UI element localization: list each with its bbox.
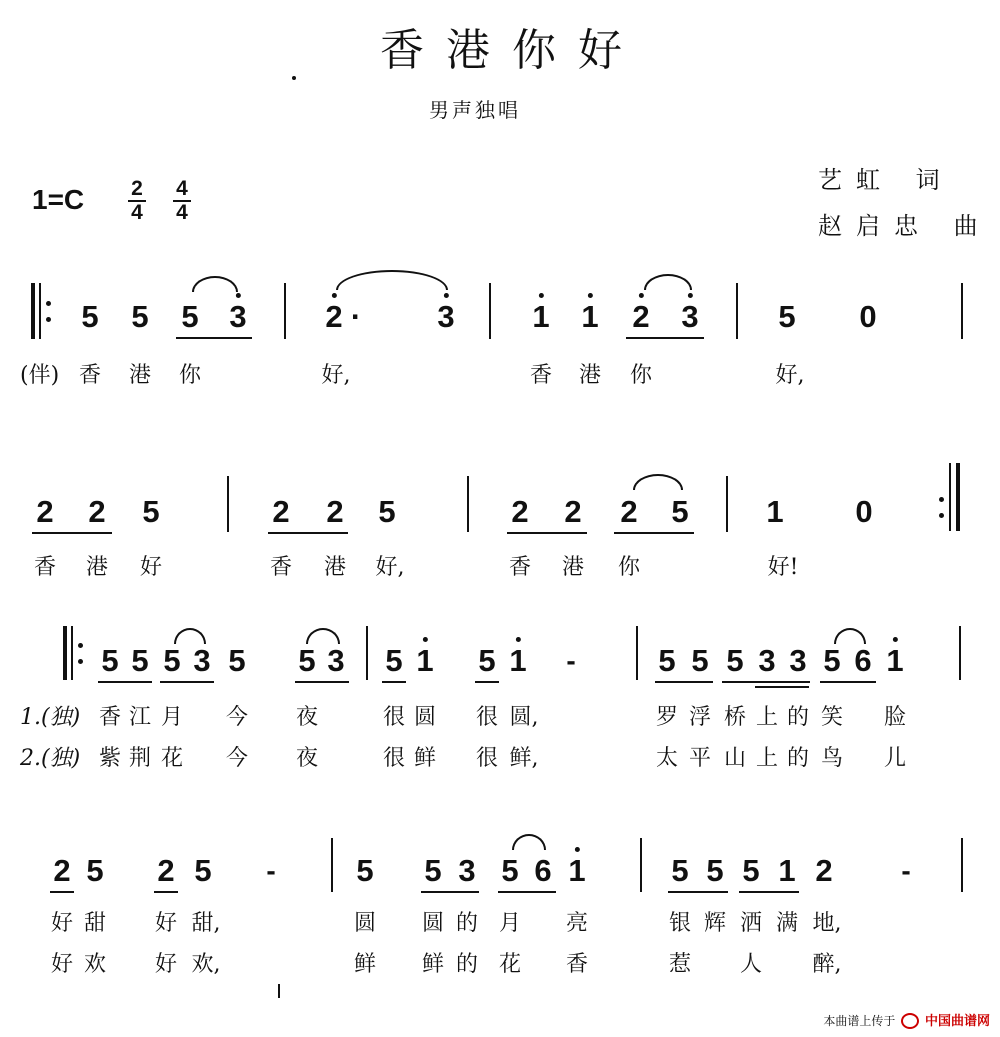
octave-dot	[332, 293, 337, 298]
note: 6	[854, 643, 872, 678]
note: 2	[157, 853, 175, 888]
slur-tie	[512, 834, 546, 850]
beam-underline	[820, 681, 876, 683]
lyric: 甜	[83, 911, 107, 936]
stray-mark	[292, 76, 296, 80]
lyric: 荆	[128, 746, 152, 771]
lyric: 圆	[413, 705, 437, 730]
stray-mark	[278, 984, 280, 998]
lyric: 你	[629, 363, 653, 388]
lyric: 月	[498, 911, 522, 936]
lyric: 鲜,	[509, 746, 539, 771]
beam-underline	[655, 681, 713, 683]
note: 5	[86, 853, 104, 888]
song-title: 香港你好	[380, 25, 644, 76]
barline	[726, 476, 728, 532]
note: 1	[568, 855, 585, 886]
extension-dash: -	[901, 855, 911, 886]
extension-dash: -	[266, 855, 276, 886]
barline	[284, 283, 286, 339]
lyric: 银	[668, 911, 692, 936]
beam-underline	[32, 532, 112, 534]
note: 5	[385, 643, 403, 678]
lyric: 醉,	[812, 952, 842, 977]
lyric: 上	[755, 705, 779, 730]
note: 5	[142, 494, 160, 529]
lyric: 香	[78, 363, 102, 388]
time-signature-2: 4 4	[173, 178, 191, 223]
note: 2	[272, 494, 290, 529]
beam-underline	[50, 891, 74, 893]
note: 5	[131, 643, 149, 678]
note: 1	[532, 301, 549, 332]
lyric: 人	[739, 952, 763, 977]
barline	[636, 626, 638, 680]
note: 2	[632, 301, 649, 332]
lyric: 今	[225, 705, 249, 730]
note: 5	[378, 494, 396, 529]
lyric: 很	[475, 705, 499, 730]
note: 2	[815, 853, 833, 888]
note: 2	[511, 494, 529, 529]
repeat-dot	[46, 301, 51, 306]
lyric: 夜	[295, 705, 319, 730]
key-signature: 1=C	[32, 184, 85, 215]
lyric: 香	[565, 952, 589, 977]
lyric: 惹	[668, 952, 692, 977]
verse-label: 1.(独)	[20, 705, 81, 730]
octave-dot	[575, 847, 580, 852]
note: 3	[458, 853, 476, 888]
beam-underline	[475, 681, 499, 683]
lyric: 香	[529, 363, 553, 388]
lyric: 桥	[723, 705, 747, 730]
repeat-dot	[939, 497, 944, 502]
lyric: 花	[160, 746, 184, 771]
note: 5	[501, 853, 519, 888]
note: 2	[36, 494, 54, 529]
lyric: 港	[578, 363, 602, 388]
lyric: 你	[178, 363, 202, 388]
slur-tie	[306, 628, 340, 644]
beam-underline	[382, 681, 406, 683]
lyric: 很	[475, 746, 499, 771]
lyric: 今	[225, 746, 249, 771]
barline	[640, 838, 642, 892]
slur-tie	[644, 274, 692, 290]
barline	[366, 626, 368, 680]
footer-brand: 中国曲谱网	[924, 1013, 990, 1029]
repeat-start-bar	[31, 283, 35, 339]
note: 5	[778, 299, 796, 334]
note: 5	[81, 299, 99, 334]
barline	[489, 283, 491, 339]
lyric: 好	[50, 911, 74, 936]
lyric: 欢,	[191, 952, 221, 977]
note: 5	[298, 643, 316, 678]
beam-underline	[98, 681, 152, 683]
lyric: 圆	[353, 911, 377, 936]
note: 5	[658, 643, 676, 678]
barline	[949, 463, 951, 531]
lyric: 鲜	[421, 952, 445, 977]
note: 5	[706, 853, 724, 888]
verse-label: 2.(独)	[20, 746, 81, 771]
lyric: 的	[786, 746, 810, 771]
note: 6	[534, 853, 552, 888]
note: 5	[228, 643, 246, 678]
barline	[467, 476, 469, 532]
note: 5	[356, 853, 374, 888]
lyric: 洒	[739, 911, 763, 936]
beam-underline	[154, 891, 178, 893]
lyric: 笑	[820, 705, 844, 730]
lyric: 鲜	[353, 952, 377, 977]
note: 5	[181, 299, 199, 334]
note: 1	[778, 853, 796, 888]
lyric: 你	[617, 555, 641, 580]
beam-underline	[614, 532, 694, 534]
note: 5	[671, 494, 689, 529]
beam-underline	[507, 532, 587, 534]
note: 0	[859, 299, 877, 334]
lyric: 香	[33, 555, 57, 580]
beam-underline	[295, 681, 349, 683]
barline	[331, 838, 333, 892]
lyric: 港	[561, 555, 585, 580]
lyric: 甜,	[191, 911, 221, 936]
note: 1	[886, 645, 903, 676]
barline	[227, 476, 229, 532]
lyric: 上	[755, 746, 779, 771]
footer-prefix: 本曲谱上传于	[823, 1013, 896, 1028]
lyric: 紫	[98, 746, 122, 771]
lyric: 很	[382, 746, 406, 771]
octave-dot	[588, 293, 593, 298]
lyric: 香	[269, 555, 293, 580]
lyric: 好	[50, 952, 74, 977]
site-logo-icon	[901, 1013, 919, 1029]
beam-underline	[498, 891, 556, 893]
lyric: 平	[688, 746, 712, 771]
octave-dot	[516, 637, 521, 642]
repeat-end-bar	[956, 463, 960, 531]
lyric: 好!	[767, 555, 799, 580]
lyric: 的	[455, 952, 479, 977]
octave-dot	[539, 293, 544, 298]
note: 1	[416, 645, 433, 676]
lyric: 江	[128, 705, 152, 730]
slur-tie	[633, 474, 683, 490]
extension-dash: -	[566, 645, 576, 676]
note: 3	[681, 301, 698, 332]
note: 3	[327, 643, 345, 678]
beam-underline	[626, 337, 704, 339]
slur-tie	[336, 270, 448, 290]
note: 5	[742, 853, 760, 888]
note: 5	[424, 853, 442, 888]
footer-watermark	[823, 1010, 990, 1030]
note: 2	[53, 853, 71, 888]
note: 5	[726, 643, 744, 678]
octave-dot	[639, 293, 644, 298]
note: 3	[437, 301, 454, 332]
beam-underline	[268, 532, 348, 534]
barline	[959, 626, 961, 680]
octave-dot	[423, 637, 428, 642]
beam-underline	[755, 686, 809, 688]
augmentation-dot: ·	[350, 299, 362, 334]
note: 5	[101, 643, 119, 678]
repeat-dot	[78, 643, 83, 648]
lyric: 夜	[295, 746, 319, 771]
lyric: 欢	[83, 952, 107, 977]
note: 2	[564, 494, 582, 529]
note: 5	[131, 299, 149, 334]
lyric: 港	[128, 363, 152, 388]
lyric: 很	[382, 705, 406, 730]
repeat-dot	[939, 513, 944, 518]
time-signature-1: 2 4	[128, 178, 146, 223]
note: 2	[325, 301, 342, 332]
lyric: 地,	[812, 911, 842, 936]
beam-underline	[421, 891, 479, 893]
note: 3	[229, 301, 246, 332]
beam-underline	[668, 891, 728, 893]
lyric: 好,	[375, 555, 405, 580]
lyric: 太	[655, 746, 679, 771]
beam-underline	[722, 681, 810, 683]
note: 5	[671, 853, 689, 888]
lyric: 圆,	[509, 705, 539, 730]
octave-dot	[444, 293, 449, 298]
lyric: 满	[775, 911, 799, 936]
barline	[71, 626, 73, 680]
song-subtitle: 男声独唱	[429, 98, 521, 122]
lyric: 月	[160, 705, 184, 730]
lyric: 的	[786, 705, 810, 730]
lyric: 好	[154, 911, 178, 936]
lyric: 港	[323, 555, 347, 580]
lyric: 港	[85, 555, 109, 580]
repeat-dot	[78, 659, 83, 664]
note: 3	[758, 643, 776, 678]
lyric: 罗	[655, 705, 679, 730]
lyric: 亮	[565, 911, 589, 936]
lyricist-credit: 艺虹 词	[818, 166, 954, 194]
barline	[736, 283, 738, 339]
lyric: 花	[498, 952, 522, 977]
lyric-prefix: (伴)	[20, 363, 60, 388]
lyric: 鸟	[820, 746, 844, 771]
barline	[961, 283, 963, 339]
repeat-dot	[46, 317, 51, 322]
lyric: 好	[154, 952, 178, 977]
octave-dot	[688, 293, 693, 298]
lyric: 好,	[321, 363, 351, 388]
lyric: 的	[455, 911, 479, 936]
lyric: 辉	[703, 911, 727, 936]
note: 2	[88, 494, 106, 529]
note: 5	[478, 643, 496, 678]
beam-underline	[160, 681, 214, 683]
lyric: 浮	[688, 705, 712, 730]
note: 2	[620, 494, 638, 529]
barline	[961, 838, 963, 892]
beam-underline	[176, 337, 252, 339]
beam-underline	[739, 891, 799, 893]
slur-tie	[192, 276, 238, 292]
lyric: 脸	[883, 705, 907, 730]
note: 3	[789, 643, 807, 678]
note: 1	[766, 494, 784, 529]
composer-credit: 赵启忠 曲	[818, 212, 992, 240]
note: 5	[823, 643, 841, 678]
note: 5	[691, 643, 709, 678]
lyric: 香	[508, 555, 532, 580]
lyric: 香	[98, 705, 122, 730]
barline	[39, 283, 41, 339]
note: 5	[163, 643, 181, 678]
note: 3	[193, 643, 211, 678]
note: 1	[581, 301, 598, 332]
note: 5	[194, 853, 212, 888]
octave-dot	[236, 293, 241, 298]
repeat-start-bar	[63, 626, 67, 680]
slur-tie	[174, 628, 206, 644]
lyric: 鲜	[413, 746, 437, 771]
lyric: 好	[139, 555, 163, 580]
lyric: 好,	[775, 363, 805, 388]
lyric: 圆	[421, 911, 445, 936]
note: 2	[326, 494, 344, 529]
note: 1	[509, 645, 526, 676]
lyric: 山	[723, 746, 747, 771]
slur-tie	[834, 628, 866, 644]
note: 0	[855, 494, 873, 529]
lyric: 儿	[883, 746, 907, 771]
octave-dot	[893, 637, 898, 642]
